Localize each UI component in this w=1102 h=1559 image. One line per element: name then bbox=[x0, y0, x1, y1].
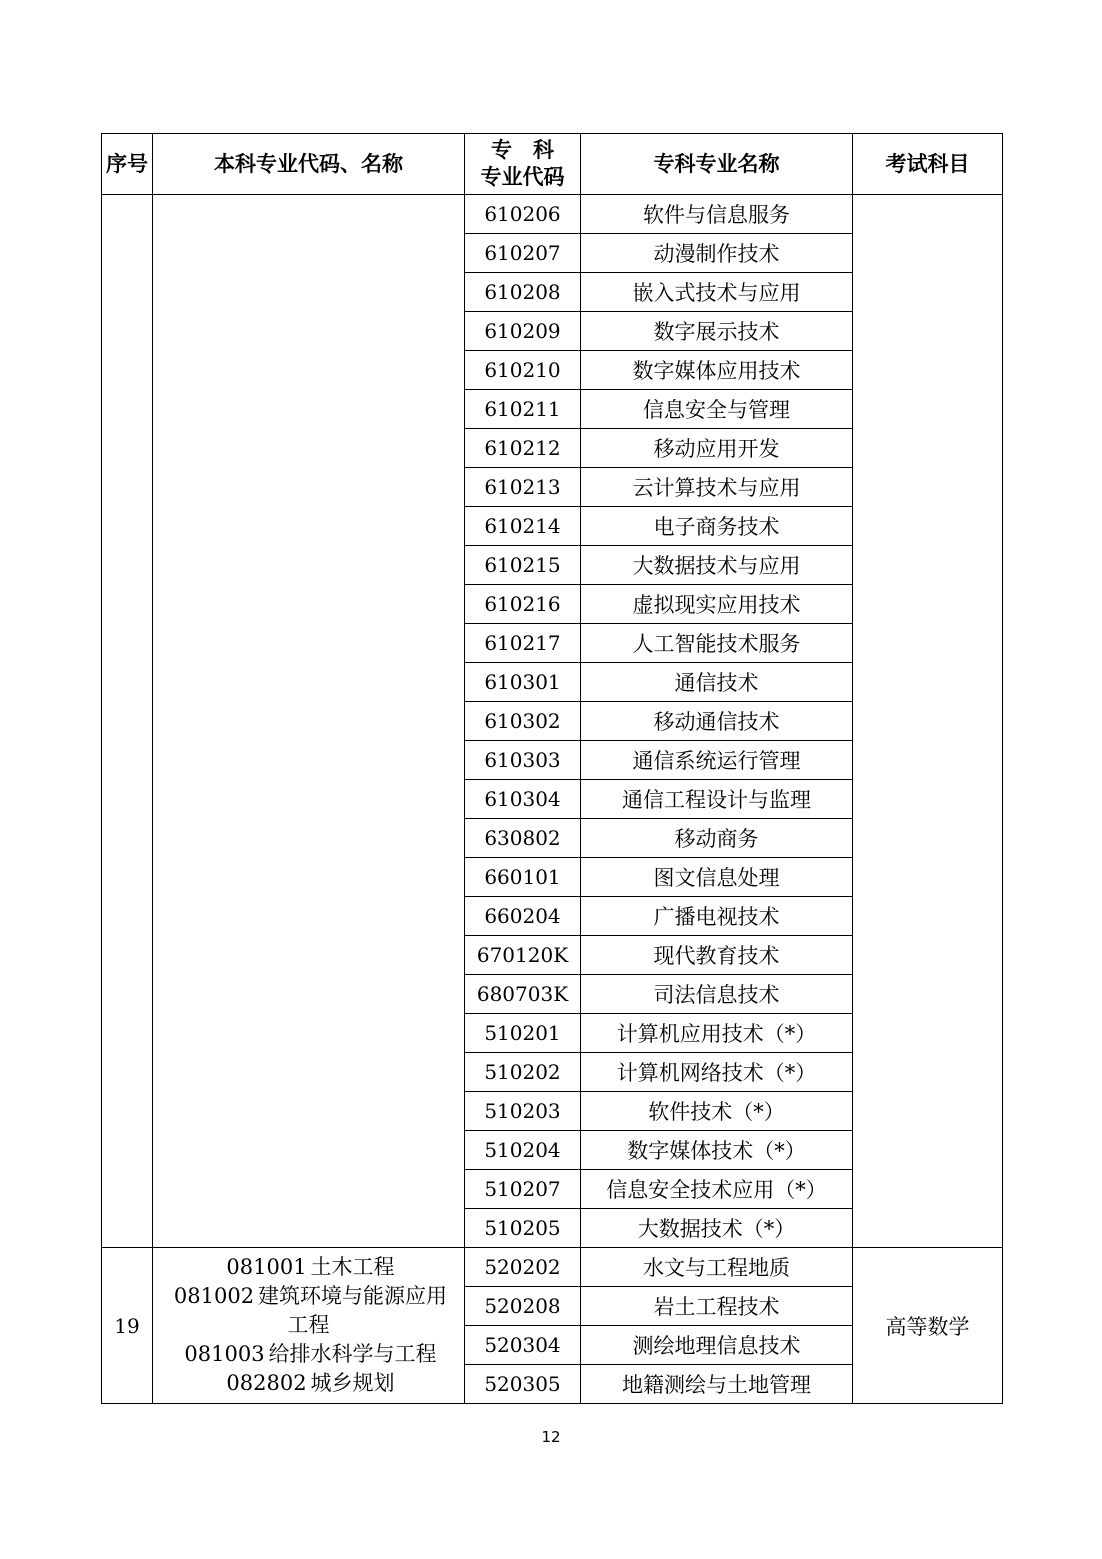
specialty-code: 610213 bbox=[465, 468, 581, 507]
header-exam: 考试科目 bbox=[853, 134, 1003, 195]
specialty-name: 司法信息技术 bbox=[581, 975, 853, 1014]
specialty-name: 广播电视技术 bbox=[581, 897, 853, 936]
header-code-line2: 专业代码 bbox=[480, 165, 565, 189]
specialty-code: 610206 bbox=[465, 195, 581, 234]
bachelor-major-name: 建筑环境与能源应用 bbox=[258, 1284, 447, 1308]
header-row bbox=[102, 134, 1003, 195]
bachelor-major-code: 081002 bbox=[173, 1284, 255, 1308]
specialty-name: 岩土工程技术 bbox=[581, 1287, 853, 1326]
specialty-name: 通信技术 bbox=[581, 663, 853, 702]
specialty-name: 动漫制作技术 bbox=[581, 234, 853, 273]
seq-cell: 19 bbox=[102, 1248, 153, 1404]
specialty-name: 软件与信息服务 bbox=[581, 195, 853, 234]
specialty-code: 510205 bbox=[465, 1209, 581, 1248]
specialty-code: 610207 bbox=[465, 234, 581, 273]
bachelor-major-name: 城乡规划 bbox=[310, 1371, 395, 1395]
specialty-name: 通信系统运行管理 bbox=[581, 741, 853, 780]
bachelor-major-code: 081003 bbox=[184, 1342, 265, 1366]
specialty-code: 510203 bbox=[465, 1092, 581, 1131]
specialty-name: 信息安全与管理 bbox=[581, 390, 853, 429]
specialty-code: 670120K bbox=[465, 936, 581, 975]
table-row bbox=[102, 195, 1003, 234]
specialty-code: 520304 bbox=[465, 1326, 581, 1365]
specialty-code: 510204 bbox=[465, 1131, 581, 1170]
specialty-code: 520202 bbox=[465, 1248, 581, 1287]
bachelor-major-code: 082802 bbox=[226, 1371, 307, 1395]
bachelor-major bbox=[153, 1282, 464, 1311]
specialty-name: 移动应用开发 bbox=[581, 429, 853, 468]
specialty-code: 610304 bbox=[465, 780, 581, 819]
specialty-name: 数字媒体应用技术 bbox=[581, 351, 853, 390]
specialty-name: 计算机应用技术（*） bbox=[581, 1014, 853, 1053]
specialty-name: 数字媒体技术（*） bbox=[581, 1131, 853, 1170]
header-code-line1: 专 科 bbox=[491, 138, 554, 162]
bachelor-major bbox=[153, 1369, 464, 1398]
bachelor-major-name: 土木工程 bbox=[310, 1255, 395, 1279]
bachelor-cell-continued bbox=[153, 195, 465, 1248]
header-name: 专科专业名称 bbox=[581, 134, 853, 195]
majors-table bbox=[101, 133, 1003, 1404]
header-bachelor: 本科专业代码、名称 bbox=[153, 134, 465, 195]
specialty-code: 610302 bbox=[465, 702, 581, 741]
specialty-code: 610303 bbox=[465, 741, 581, 780]
specialty-name: 现代教育技术 bbox=[581, 936, 853, 975]
specialty-name: 移动通信技术 bbox=[581, 702, 853, 741]
header-seq: 序号 bbox=[102, 134, 153, 195]
bachelor-cell bbox=[153, 1248, 465, 1404]
specialty-code: 520208 bbox=[465, 1287, 581, 1326]
bachelor-major-name-continued: 工程 bbox=[287, 1313, 330, 1337]
specialty-name: 虚拟现实应用技术 bbox=[581, 585, 853, 624]
specialty-code: 660101 bbox=[465, 858, 581, 897]
specialty-code: 610209 bbox=[465, 312, 581, 351]
specialty-code: 630802 bbox=[465, 819, 581, 858]
specialty-code: 610215 bbox=[465, 546, 581, 585]
specialty-name: 地籍测绘与土地管理 bbox=[581, 1365, 853, 1404]
bachelor-major-name: 给排水科学与工程 bbox=[268, 1342, 437, 1366]
specialty-name: 水文与工程地质 bbox=[581, 1248, 853, 1287]
specialty-code: 610214 bbox=[465, 507, 581, 546]
specialty-code: 610212 bbox=[465, 429, 581, 468]
bachelor-major-code: 081001 bbox=[226, 1255, 307, 1279]
specialty-code: 510201 bbox=[465, 1014, 581, 1053]
header-code bbox=[465, 134, 581, 195]
table-row bbox=[102, 1248, 1003, 1287]
exam-cell-continued bbox=[853, 195, 1003, 1248]
page-number: 12 bbox=[541, 1428, 561, 1446]
specialty-code: 610216 bbox=[465, 585, 581, 624]
specialty-name: 人工智能技术服务 bbox=[581, 624, 853, 663]
specialty-name: 云计算技术与应用 bbox=[581, 468, 853, 507]
specialty-name: 移动商务 bbox=[581, 819, 853, 858]
specialty-name: 大数据技术（*） bbox=[581, 1209, 853, 1248]
specialty-code: 680703K bbox=[465, 975, 581, 1014]
specialty-code: 520305 bbox=[465, 1365, 581, 1404]
specialty-name: 大数据技术与应用 bbox=[581, 546, 853, 585]
specialty-name: 数字展示技术 bbox=[581, 312, 853, 351]
bachelor-major bbox=[153, 1340, 464, 1369]
specialty-code: 660204 bbox=[465, 897, 581, 936]
specialty-name: 测绘地理信息技术 bbox=[581, 1326, 853, 1365]
specialty-code: 510202 bbox=[465, 1053, 581, 1092]
specialty-name: 通信工程设计与监理 bbox=[581, 780, 853, 819]
specialty-name: 嵌入式技术与应用 bbox=[581, 273, 853, 312]
specialty-name: 软件技术（*） bbox=[581, 1092, 853, 1131]
specialty-name: 电子商务技术 bbox=[581, 507, 853, 546]
specialty-code: 610208 bbox=[465, 273, 581, 312]
specialty-code: 610210 bbox=[465, 351, 581, 390]
bachelor-major bbox=[153, 1253, 464, 1282]
seq-cell-continued bbox=[102, 195, 153, 1248]
exam-subject: 高等数学 bbox=[853, 1248, 1003, 1404]
specialty-name: 图文信息处理 bbox=[581, 858, 853, 897]
specialty-code: 610211 bbox=[465, 390, 581, 429]
specialty-name: 信息安全技术应用（*） bbox=[581, 1170, 853, 1209]
specialty-code: 510207 bbox=[465, 1170, 581, 1209]
specialty-name: 计算机网络技术（*） bbox=[581, 1053, 853, 1092]
specialty-code: 610217 bbox=[465, 624, 581, 663]
specialty-code: 610301 bbox=[465, 663, 581, 702]
